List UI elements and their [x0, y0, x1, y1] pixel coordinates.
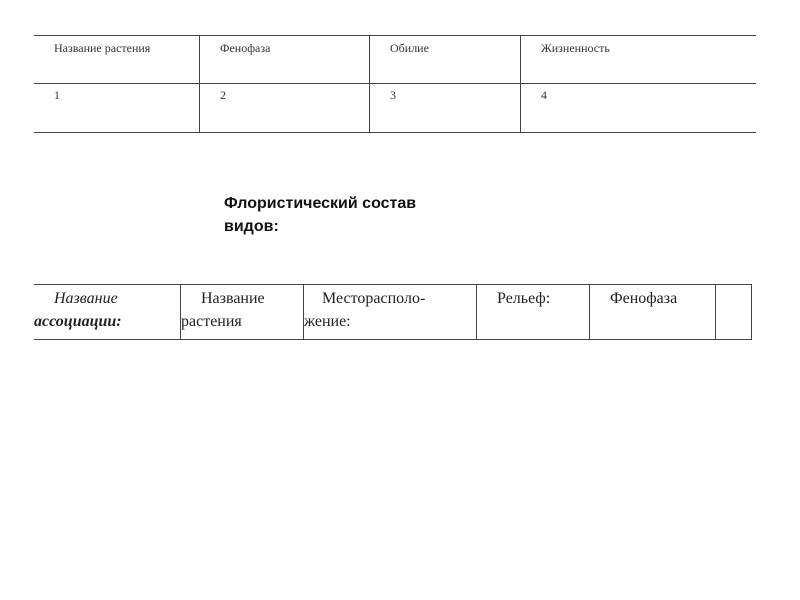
section-heading	[224, 192, 484, 238]
location-line-2: жение:	[304, 313, 351, 330]
table-header-row	[34, 36, 756, 84]
header-phenophase: Фенофаза	[199, 36, 369, 83]
header-relief	[476, 285, 589, 340]
header-abundance: Обилие	[369, 36, 520, 83]
header-plant-name-2	[180, 285, 303, 340]
phenophase-label: Фенофаза	[610, 290, 678, 307]
plant-name-line-2: растения	[181, 313, 242, 330]
cell-number-2: 2	[199, 84, 369, 132]
relief-label: Рельеф:	[497, 290, 551, 307]
cell-number-3: 3	[369, 84, 520, 132]
association-name-line-2: ассоциации:	[34, 313, 122, 330]
location-line-1: Месторасполо-	[322, 290, 426, 307]
cell-number-1: 1	[54, 88, 60, 102]
floristic-composition-table	[34, 284, 752, 340]
header-location	[303, 285, 476, 340]
plant-observation-table	[34, 35, 756, 133]
plant-name-line-1: Название	[201, 290, 265, 307]
header-phenophase-2	[589, 285, 715, 340]
cell-number-4: 4	[520, 84, 756, 132]
header-plant-name: Название растения	[54, 41, 151, 55]
association-name-line-1: Название	[54, 290, 118, 307]
empty-column	[715, 285, 752, 340]
header-association-name	[34, 285, 180, 340]
heading-line-1: Флористический состав	[224, 195, 417, 212]
heading-line-2: видов:	[224, 218, 279, 235]
header-vitality: Жизненность	[520, 36, 756, 83]
table-row	[34, 84, 756, 132]
